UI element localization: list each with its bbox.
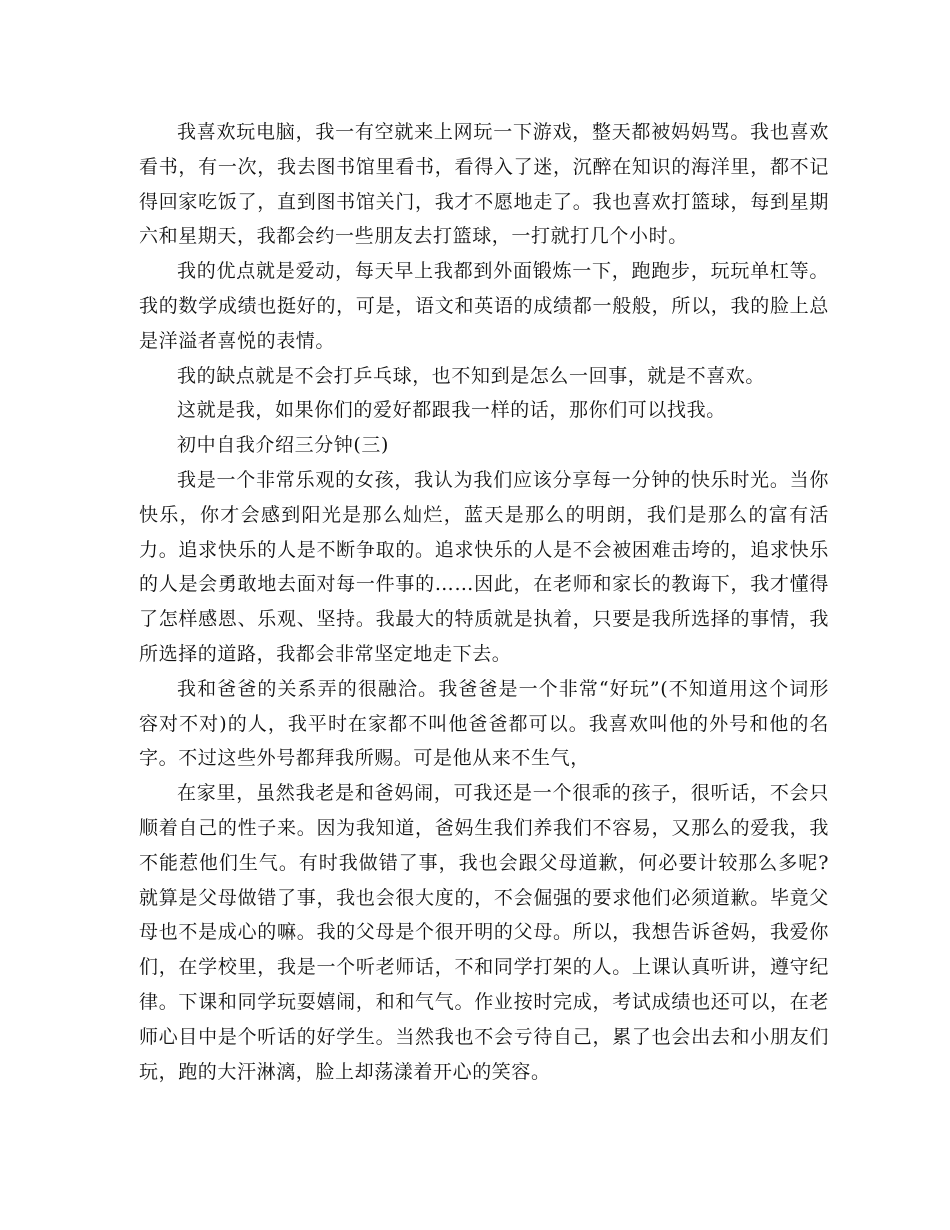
paragraph-weakness: 我的缺点就是不会打乒乓球，也不知到是怎么一回事，就是不喜欢。 <box>177 364 766 387</box>
paragraph-closing: 这就是我，如果你们的爱好都跟我一样的话，那你们可以找我。 <box>177 399 726 422</box>
paragraph-hobbies: 我喜欢玩电脑，我一有空就来上网玩一下游戏，整天都被妈妈骂。我也喜欢看书，有一次，我去图书馆里看书，看得入了迷，沉醉在知识的海洋里，都不记得回家吃饭了，直到图书馆关门，我才不愿地走了。我也喜欢打篮球，每到星期六和星期天，我都会约一些朋友去打篮球，一打就打几个小时。 <box>139 121 829 248</box>
section-heading: 初中自我介绍三分钟(三) <box>177 434 390 457</box>
document-body <box>139 115 829 1089</box>
paragraph-family-school: 在家里，虽然我老是和爸妈闹，可我还是一个很乖的孩子，很听话，不会只顺着自己的性子来。因为我知道，爸妈生我们养我们不容易，又那么的爱我，我不能惹他们生气。有时我做错了事，我也会跟父母道歉，何必要计较那么多呢?就算是父母做错了事，我也会很大度的，不会倔强的要求他们必须道歉。毕竟父母也不是成心的嘛。我的父母是个很开明的父母。所以，我想告诉爸妈，我爱你们，在学校里，我是一个听老师话，不和同学打架的人。上课认真听讲，遵守纪律。下课和同学玩耍嬉闹，和和气气。作业按时完成，考试成绩也还可以，在老师心目中是个听话的好学生。当然我也不会亏待自己，累了也会出去和小朋友们玩，跑的大汗淋漓，脸上却荡漾着开心的笑容。 <box>139 782 829 1083</box>
paragraph-father: 我和爸爸的关系弄的很融洽。我爸爸是一个非常“好玩”(不知道用这个词形容对不对)的人，我平时在家都不叫他爸爸都可以。我喜欢叫他的外号和他的名字。不过这些外号都拜我所赐。可是他从来不生气， <box>139 677 829 770</box>
paragraph-optimism: 我是一个非常乐观的女孩，我认为我们应该分享每一分钟的快乐时光。当你快乐，你才会感到阳光是那么灿烂，蓝天是那么的明朗，我们是那么的富有活力。追求快乐的人是不断争取的。追求快乐的人是不会被困难击垮的，追求快乐的人是会勇敢地去面对每一件事的……因此，在老师和家长的教诲下，我才懂得了怎样感恩、乐观、坚持。我最大的特质就是执着，只要是我所选择的事情，我所选择的道路，我都会非常坚定地走下去。 <box>139 468 829 665</box>
paragraph-strengths: 我的优点就是爱动，每天早上我都到外面锻炼一下，跑跑步，玩玩单杠等。我的数学成绩也挺好的，可是，语文和英语的成绩都一般般，所以，我的脸上总是洋溢者喜悦的表情。 <box>139 260 829 352</box>
